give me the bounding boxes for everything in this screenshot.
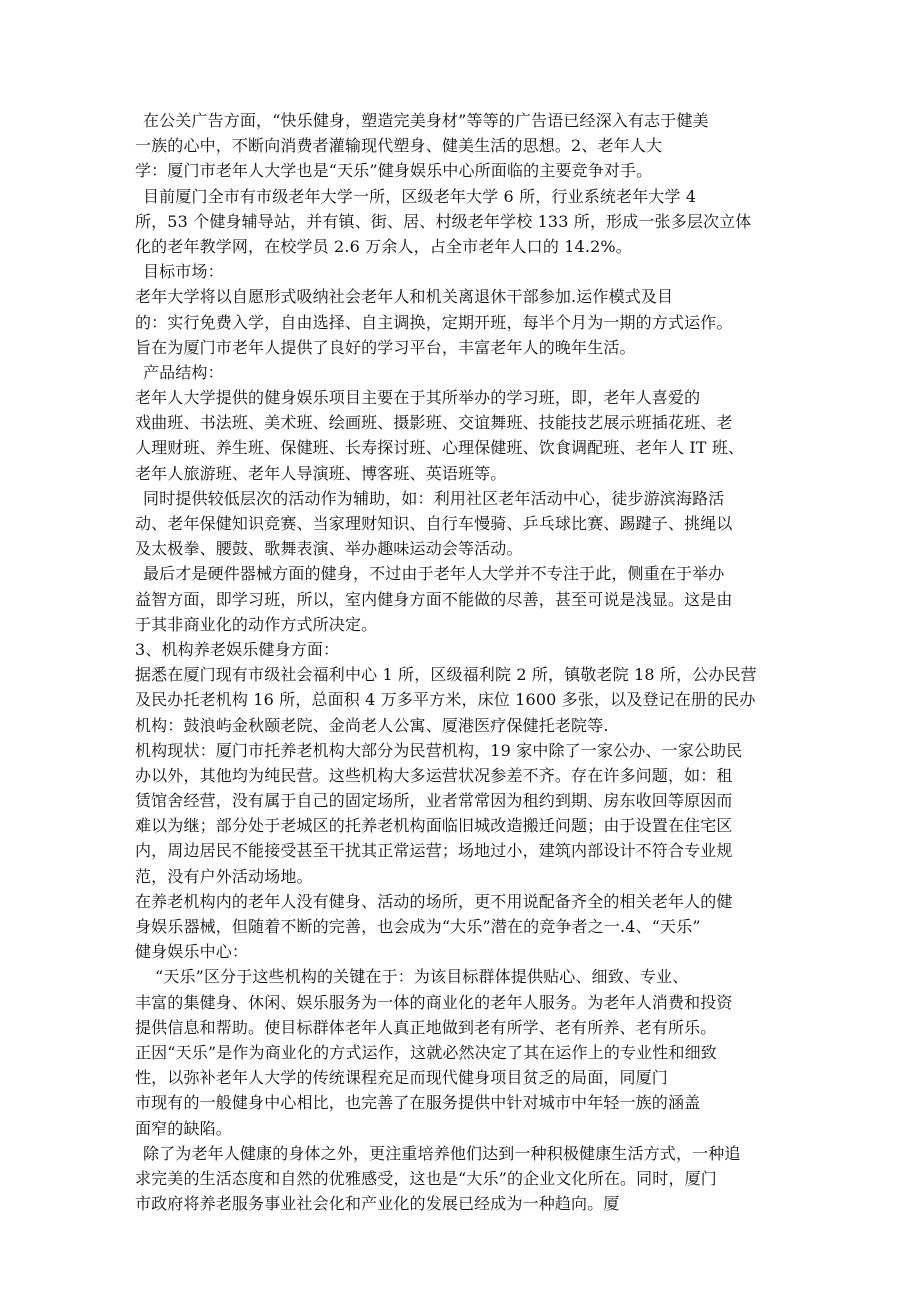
- text-line: 一族的心中，不断向消费者灌输现代塑身、健美生活的思想。2、老年人大: [135, 136, 663, 156]
- text-line: “天乐”区分于这些机构的关键在于：为该目标群体提供贴心、细致、专业、: [155, 967, 689, 987]
- text-line: 范，没有户外活动场地。: [135, 866, 313, 886]
- text-line: 的：实行免费入学，自由选择、自主调换，定期开班，每半个月为一期的方式运作。: [135, 312, 733, 332]
- text-line: 人理财班、养生班、保健班、长寿探讨班、心理保健班、饮食调配班、老年人 IT 班、: [135, 438, 745, 458]
- text-line: 旨在为厦门市老年人提供了良好的学习平台，丰富老年人的晚年生活。: [135, 337, 636, 357]
- text-line: 及民办托老机构 16 所，总面积 4 万多平方米，床位 1600 多张，以及登记在册的民办: [135, 690, 756, 710]
- text-line: 性，以弥补老年人大学的传统课程充足而现代健身项目贫乏的局面，同厦门: [135, 1068, 668, 1088]
- text-line: 目标市场：: [143, 262, 224, 282]
- text-line: 化的老年教学网，在校学员 2.6 万余人，占全市老年人口的 14.2%。: [135, 236, 632, 256]
- text-line: 动、老年保健知识竞赛、当家理财知识、自行车慢骑、乒乓球比赛、踢踺子、挑绳以: [135, 514, 733, 533]
- text-line: 目前厦门全市有市级老年大学一所，区级老年大学 6 所，行业系统老年大学 4: [143, 186, 697, 206]
- text-line: 机构现状：厦门市托养老机构大部分为民营机构，19 家中除了一家公办、一家公助民: [135, 740, 743, 760]
- text-line: 提供信息和帮助。使目标群体老年人真正地做到老有所学、老有所养、老有所乐。: [135, 1017, 717, 1037]
- text-line: 市现有的一般健身中心相比，也完善了在服务提供中针对城市中年轻一族的涵盖: [135, 1093, 701, 1113]
- document-body: [135, 108, 785, 1216]
- text-line: 学：厦门市老年人大学也是“天乐”健身娱乐中心所面临的主要竞争对手。: [135, 161, 653, 181]
- text-line: 机构：鼓浪屿金秋颐老院、金尚老人公寓、厦港医疗保健托老院等.: [135, 715, 609, 735]
- text-line: 身娱乐器械，但随着不断的完善，也会成为“大乐”潜在的竞争者之一.4、“天乐”: [135, 917, 701, 936]
- text-line: 在公关广告方面，“快乐健身，塑造完美身材”等等的广告语已经深入有志于健美: [143, 111, 709, 130]
- text-line: 于其非商业化的动作方式所决定。: [135, 614, 378, 634]
- text-line: 老年大学将以自愿形式吸纳社会老年人和机关离退休干部参加.运作模式及目: [135, 287, 674, 307]
- text-line: 内，周边居民不能接受甚至干扰其正常运营；场地过小，建筑内部设计不符合专业规: [135, 841, 733, 861]
- text-line: 及太极拳、腰鼓、歌舞表演、举办趣味运动会等活动。: [135, 539, 523, 559]
- text-line: 在养老机构内的老年人没有健身、活动的场所，更不用说配备齐全的相关老年人的健: [135, 891, 733, 911]
- text-line: 据悉在厦门现有市级社会福利中心 1 所，区级福利院 2 所，镇敬老院 18 所，公办民营: [135, 665, 757, 685]
- text-line: 难以为继；部分处于老城区的托养老机构面临旧城改造搬迁问题；由于设置在住宅区: [135, 816, 733, 836]
- text-line: 产品结构：: [143, 362, 224, 382]
- text-line: 戏曲班、书法班、美术班、绘画班、摄影班、交谊舞班、技能技艺展示班插花班、老: [135, 413, 733, 433]
- text-line: 最后才是硬件器械方面的健身，不过由于老年人大学并不专注于此，侧重在于举办: [143, 564, 725, 584]
- text-line: 求完美的生活态度和自然的优雅感受，这也是“大乐”的企业文化所在。同时，厦门: [135, 1168, 717, 1188]
- text-line: 办以外，其他均为纯民营。这些机构大多运营状况参差不齐。存在许多问题，如：租: [135, 765, 733, 785]
- text-line: 所，53 个健身辅导站，并有镇、街、居、村级老年学校 133 所，形成一张多层次立体: [135, 211, 752, 231]
- text-line: 正因“天乐”是作为商业化的方式运作，这就必然决定了其在运作上的专业性和细致: [135, 1042, 717, 1062]
- text-line: 3、机构养老娱乐健身方面：: [135, 639, 340, 659]
- text-line: 赁馆舍经营，没有属于自己的固定场所，业者常常因为租约到期、房东收回等原因而: [135, 791, 733, 811]
- text-line: 市政府将养老服务事业社会化和产业化的发展已经成为一种趋向。厦: [135, 1194, 620, 1214]
- text-line: 同时提供较低层次的活动作为辅助，如：利用社区老年活动中心，徒步游滨海路活: [143, 488, 725, 508]
- text-line: 老年人旅游班、老年人导演班、博客班、英语班等。: [135, 463, 507, 483]
- text-line: 面窄的缺陷。: [135, 1118, 232, 1138]
- text-line: 益智方面，即学习班，所以，室内健身方面不能做的尽善，甚至可说是浅显。这是由: [135, 589, 733, 609]
- text-line: 老年人大学提供的健身娱乐项目主要在于其所举办的学习班，即，老年人喜爱的: [135, 388, 701, 408]
- text-line: 丰富的集健身、休闲、娱乐服务为一体的商业化的老年人服务。为老年人消费和投资: [135, 992, 733, 1012]
- text-line: 健身娱乐中心：: [135, 942, 249, 962]
- text-line: 除了为老年人健康的身体之外，更注重培养他们达到一种积极健康生活方式，一种追: [143, 1143, 741, 1163]
